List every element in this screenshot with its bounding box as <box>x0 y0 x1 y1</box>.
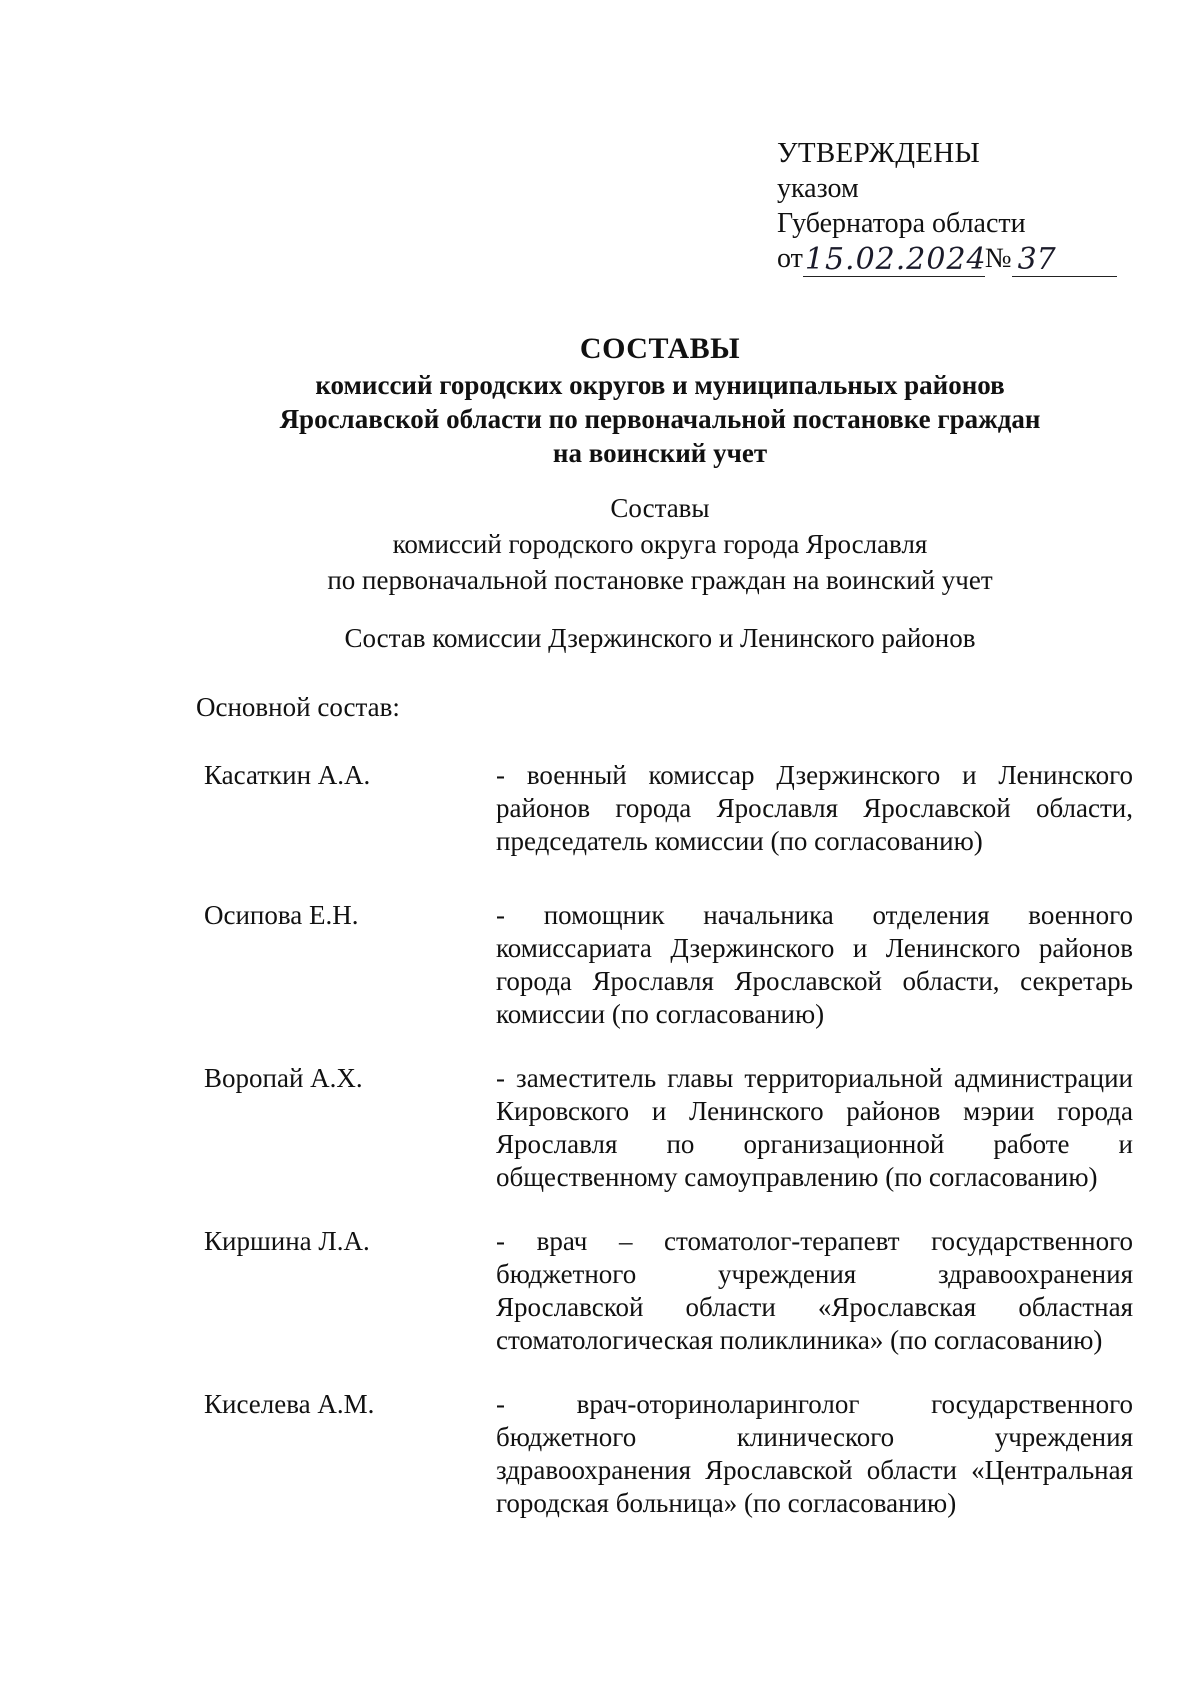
member-name: Киршина Л.А. <box>204 1226 370 1256</box>
handwritten-date: 15.02.2024 <box>804 242 987 277</box>
member-description: - военный комиссар Дзержинского и Ленинского районов города Ярославля Ярославской области, председатель комиссии (по согласованию) <box>496 760 1133 856</box>
main-heading <box>180 330 1140 470</box>
approval-decree-word: указом <box>777 173 859 204</box>
sub-heading <box>180 490 1140 598</box>
approval-title: УТВЕРЖДЕНЫ <box>777 137 981 169</box>
member-description: - врач – стоматолог-терапевт государственного бюджетного учреждения здравоохранения Ярославской области «Ярославская областная стоматологическая поликлиника» (по согласованию) <box>496 1226 1133 1355</box>
heading-subtitle-line-2: Ярославской области по первоначальной постановке граждан <box>279 404 1041 434</box>
heading-subtitle-line-1: комиссий городских округов и муниципальных районов <box>315 370 1005 400</box>
member-description: - заместитель главы территориальной администрации Кировского и Ленинского районов мэрии города Ярославля по организационной работе и общественному самоуправлению (по согласованию) <box>496 1063 1133 1192</box>
subheading-line-2: комиссий городского округа города Ярославля <box>392 529 928 559</box>
approval-number-prefix: № <box>984 243 1012 274</box>
heading-title: СОСТАВЫ <box>579 332 741 365</box>
subheading-line-3: по первоначальной постановке граждан на воинский учет <box>327 565 993 595</box>
approval-date-prefix: от <box>777 243 803 274</box>
section-label: Основной состав: <box>196 692 400 722</box>
heading-subtitle-line-3: на воинский учет <box>552 438 768 468</box>
handwritten-number: 37 <box>1012 244 1117 277</box>
member-name: Воропай А.Х. <box>204 1063 363 1093</box>
member-name: Осипова Е.Н. <box>204 900 359 930</box>
member-description: - помощник начальника отделения военного комиссариата Дзержинского и Ленинского районов города Ярославля Ярославской области, секретарь комиссии (по согласованию) <box>496 900 1133 1029</box>
member-description: - врач-оториноларинголог государственного бюджетного клинического учреждения здравоохранения Ярославской области «Центральная городская больница» (по согласованию) <box>496 1389 1133 1518</box>
approval-block <box>777 136 1117 276</box>
approval-governor: Губернатора области <box>777 208 1026 239</box>
member-name: Касаткин А.А. <box>204 760 371 790</box>
commission-title: Состав комиссии Дзержинского и Ленинского районов <box>344 623 976 653</box>
member-name: Киселева А.М. <box>204 1389 375 1419</box>
subheading-line-1: Составы <box>610 493 710 523</box>
approval-date-line <box>777 241 1117 276</box>
